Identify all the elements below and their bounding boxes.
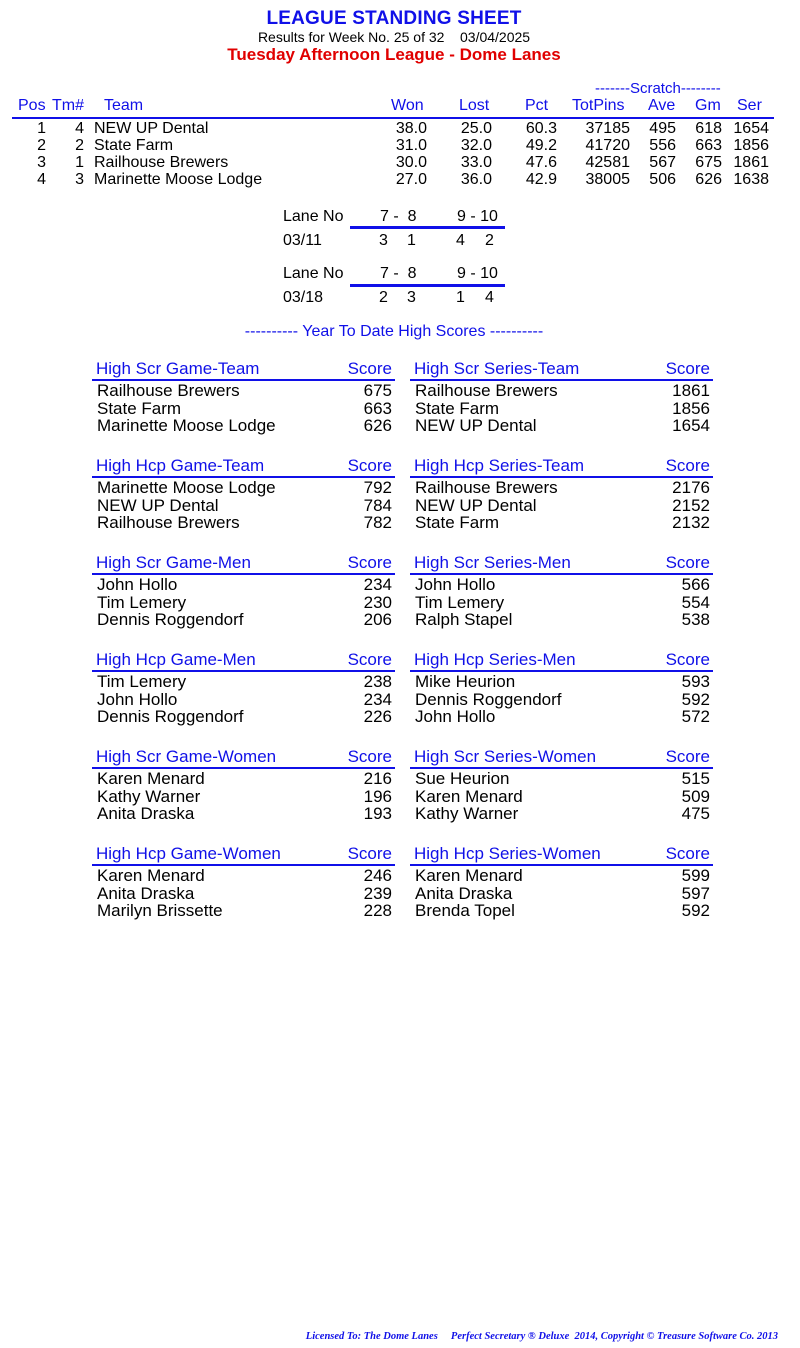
- league-name: Tuesday Afternoon League - Dome Lanes: [227, 45, 561, 64]
- high-score-box: [92, 553, 395, 628]
- bowler-name: Tim Lemery: [97, 592, 187, 612]
- score-value: 228: [363, 901, 392, 920]
- col-lost: Lost: [459, 97, 490, 114]
- lane-label: Lane No: [283, 265, 344, 282]
- bowler-name: Sue Heurion: [415, 769, 510, 788]
- score-value: 509: [681, 786, 710, 806]
- box-title: High Hcp Game-Team: [96, 456, 265, 475]
- score-value: 475: [681, 804, 710, 823]
- list-item: [92, 478, 395, 496]
- bowler-name: Tim Lemery: [97, 672, 187, 691]
- lane-team-b: 3: [407, 289, 416, 306]
- box-title: High Hcp Series-Team: [414, 456, 585, 475]
- high-score-box: [410, 553, 713, 628]
- high-score-box: [92, 650, 395, 725]
- lane-label: Lane No: [283, 208, 344, 225]
- lost-cell: 25.0: [460, 120, 492, 137]
- table-row: [0, 137, 800, 154]
- list-item: [410, 769, 713, 787]
- gm-cell: 626: [695, 171, 722, 188]
- list-item: [410, 575, 713, 593]
- list-item: [410, 866, 713, 884]
- col-gm: Gm: [695, 97, 721, 114]
- list-item: [92, 593, 395, 611]
- list-item: [92, 672, 395, 690]
- score-value: 230: [363, 592, 392, 612]
- list-item: [92, 610, 395, 628]
- pos-cell: 2: [37, 137, 46, 154]
- score-label: Score: [347, 747, 392, 766]
- box-header: [92, 747, 395, 767]
- table-row: [0, 120, 800, 137]
- score-value: 572: [681, 707, 710, 726]
- box-header: [92, 456, 395, 476]
- score-label: Score: [347, 844, 392, 863]
- score-label: Score: [665, 456, 710, 475]
- box-header: [410, 844, 713, 864]
- score-value: 592: [681, 689, 710, 709]
- totpins-cell: 42581: [585, 154, 630, 171]
- score-value: 234: [363, 575, 392, 594]
- list-item: [410, 593, 713, 611]
- score-value: 515: [681, 769, 710, 788]
- score-value: 2132: [672, 513, 710, 532]
- gm-cell: 675: [695, 154, 722, 171]
- score-value: 782: [363, 513, 392, 532]
- box-title: High Hcp Game-Women: [96, 844, 281, 863]
- lane-pair-2: 9 - 10: [457, 208, 498, 225]
- box-title: High Hcp Game-Men: [96, 650, 256, 669]
- lane-team-c: 4: [456, 232, 465, 249]
- lane-team-b: 1: [407, 232, 416, 249]
- score-value: 554: [681, 592, 710, 612]
- box-header: [92, 650, 395, 670]
- bowler-name: Ralph Stapel: [415, 610, 513, 629]
- box-header: [410, 747, 713, 767]
- score-value: 784: [363, 495, 392, 515]
- tm-cell: 2: [75, 137, 84, 154]
- list-item: [92, 513, 395, 531]
- list-item: [92, 690, 395, 708]
- ytd-section-title: ---------- Year To Date High Scores ----------: [244, 323, 544, 340]
- score-value: 597: [681, 883, 710, 903]
- list-item: [92, 769, 395, 787]
- won-cell: 27.0: [395, 171, 427, 188]
- score-value: 626: [363, 416, 392, 435]
- list-item: [92, 575, 395, 593]
- high-score-box: [410, 747, 713, 822]
- score-value: 1856: [672, 398, 710, 418]
- won-cell: 38.0: [395, 120, 427, 137]
- list-item: [92, 416, 395, 434]
- box-header: [410, 650, 713, 670]
- score-value: 2176: [672, 478, 710, 497]
- list-item: [92, 381, 395, 399]
- col-pct: Pct: [525, 97, 549, 114]
- score-value: 196: [363, 786, 392, 806]
- won-cell: 30.0: [395, 154, 427, 171]
- bowler-name: NEW UP Dental: [415, 495, 537, 515]
- totpins-cell: 37185: [585, 120, 630, 137]
- list-item: [92, 399, 395, 417]
- score-value: 663: [363, 398, 392, 418]
- col-won: Won: [391, 97, 424, 114]
- score-value: 239: [363, 883, 392, 903]
- list-item: [410, 884, 713, 902]
- list-item: [410, 513, 713, 531]
- bowler-name: Karen Menard: [97, 769, 205, 788]
- tm-cell: 4: [75, 120, 84, 137]
- lane-pair-1: 7 - 8: [380, 208, 417, 225]
- lane-date: 03/18: [283, 289, 324, 306]
- high-score-box: [410, 844, 713, 919]
- high-score-box: [92, 844, 395, 919]
- list-item: [410, 787, 713, 805]
- score-value: 238: [363, 672, 392, 691]
- ave-cell: 567: [649, 154, 676, 171]
- bowler-name: Kathy Warner: [97, 786, 201, 806]
- bowler-name: NEW UP Dental: [415, 416, 537, 435]
- pos-cell: 1: [37, 120, 46, 137]
- bowler-name: Railhouse Brewers: [97, 513, 240, 532]
- pos-cell: 3: [37, 154, 46, 171]
- scratch-group-label: -------Scratch--------: [595, 80, 721, 97]
- bowler-name: Brenda Topel: [415, 901, 515, 920]
- score-label: Score: [347, 553, 392, 572]
- high-score-box: [410, 650, 713, 725]
- ser-cell: 1861: [733, 154, 769, 171]
- lane-team-c: 1: [456, 289, 465, 306]
- ave-cell: 556: [649, 137, 676, 154]
- box-title: High Scr Game-Men: [96, 553, 251, 572]
- box-header: [92, 359, 395, 379]
- score-value: 599: [681, 866, 710, 885]
- lane-pair-1: 7 - 8: [380, 265, 417, 282]
- list-item: [92, 496, 395, 514]
- pos-cell: 4: [37, 171, 46, 188]
- col-tm: Tm#: [52, 97, 84, 114]
- list-item: [410, 804, 713, 822]
- bowler-name: State Farm: [415, 398, 500, 418]
- bowler-name: John Hollo: [97, 575, 178, 594]
- bowler-name: Railhouse Brewers: [97, 381, 240, 400]
- lost-cell: 33.0: [460, 154, 492, 171]
- bowler-name: Marinette Moose Lodge: [97, 478, 276, 497]
- bowler-name: Mike Heurion: [415, 672, 516, 691]
- high-score-box: [410, 456, 713, 531]
- bowler-name: Anita Draska: [415, 883, 513, 903]
- box-header: [92, 553, 395, 573]
- pct-cell: 49.2: [525, 137, 557, 154]
- list-item: [410, 496, 713, 514]
- score-label: Score: [665, 553, 710, 572]
- score-label: Score: [347, 359, 392, 378]
- bowler-name: NEW UP Dental: [97, 495, 219, 515]
- bowler-name: Anita Draska: [97, 804, 195, 823]
- list-item: [410, 707, 713, 725]
- score-value: 566: [681, 575, 710, 594]
- score-label: Score: [665, 844, 710, 863]
- pct-cell: 42.9: [525, 171, 557, 188]
- lane-pair-2: 9 - 10: [457, 265, 498, 282]
- score-value: 792: [363, 478, 392, 497]
- table-row: [0, 171, 800, 188]
- team-cell: State Farm: [94, 137, 174, 154]
- col-ser: Ser: [737, 97, 762, 114]
- tm-cell: 1: [75, 154, 84, 171]
- lane-divider: [350, 226, 505, 229]
- list-item: [410, 901, 713, 919]
- col-totpins: TotPins: [572, 97, 625, 114]
- lost-cell: 32.0: [460, 137, 492, 154]
- box-header: [410, 359, 713, 379]
- bowler-name: State Farm: [415, 513, 500, 532]
- bowler-name: Karen Menard: [415, 866, 523, 885]
- score-value: 193: [363, 804, 392, 823]
- gm-cell: 663: [695, 137, 722, 154]
- score-value: 2152: [672, 495, 710, 515]
- score-label: Score: [665, 359, 710, 378]
- ave-cell: 506: [649, 171, 676, 188]
- pct-cell: 60.3: [525, 120, 557, 137]
- score-value: 592: [681, 901, 710, 920]
- lane-date: 03/11: [283, 232, 322, 249]
- box-header: [92, 844, 395, 864]
- box-title: High Scr Series-Men: [414, 553, 571, 572]
- bowler-name: Railhouse Brewers: [415, 381, 558, 400]
- box-title: High Hcp Series-Men: [414, 650, 576, 669]
- bowler-name: Karen Menard: [415, 786, 523, 806]
- list-item: [410, 690, 713, 708]
- bowler-name: State Farm: [97, 398, 182, 418]
- team-cell: NEW UP Dental: [94, 120, 209, 137]
- list-item: [410, 416, 713, 434]
- bowler-name: Dennis Roggendorf: [415, 689, 562, 709]
- box-header: [410, 456, 713, 476]
- score-value: 1654: [672, 416, 710, 435]
- score-label: Score: [665, 747, 710, 766]
- list-item: [92, 707, 395, 725]
- list-item: [410, 381, 713, 399]
- team-cell: Marinette Moose Lodge: [94, 171, 263, 188]
- score-value: 206: [363, 610, 392, 629]
- score-value: 1861: [672, 381, 710, 400]
- score-value: 246: [363, 866, 392, 885]
- totpins-cell: 41720: [585, 137, 630, 154]
- list-item: [410, 672, 713, 690]
- box-title: High Scr Game-Women: [96, 747, 277, 766]
- box-header: [410, 553, 713, 573]
- gm-cell: 618: [695, 120, 722, 137]
- bowler-name: Kathy Warner: [415, 804, 519, 823]
- box-title: High Scr Game-Team: [96, 359, 260, 378]
- col-ave: Ave: [648, 97, 676, 114]
- bowler-name: Anita Draska: [97, 883, 195, 903]
- lane-team-d: 2: [485, 232, 494, 249]
- license-footer: Licensed To: The Dome Lanes Perfect Secretary ® Deluxe 2014, Copyright © Treasure Software Co. 2013: [305, 1331, 778, 1342]
- high-score-box: [410, 359, 713, 434]
- score-label: Score: [665, 650, 710, 669]
- list-item: [410, 399, 713, 417]
- box-title: High Scr Series-Team: [414, 359, 580, 378]
- ave-cell: 495: [649, 120, 676, 137]
- score-value: 234: [363, 689, 392, 709]
- ser-cell: 1638: [733, 171, 769, 188]
- pct-cell: 47.6: [525, 154, 557, 171]
- box-title: High Hcp Series-Women: [414, 844, 601, 863]
- ser-cell: 1654: [733, 120, 769, 137]
- list-item: [92, 804, 395, 822]
- list-item: [410, 610, 713, 628]
- bowler-name: Marinette Moose Lodge: [97, 416, 276, 435]
- page-title: LEAGUE STANDING SHEET: [266, 8, 522, 29]
- table-row: [0, 154, 800, 171]
- list-item: [92, 884, 395, 902]
- bowler-name: Marilyn Brissette: [97, 901, 223, 920]
- score-value: 593: [681, 672, 710, 691]
- high-score-box: [92, 747, 395, 822]
- score-value: 226: [363, 707, 392, 726]
- bowler-name: Dennis Roggendorf: [97, 707, 244, 726]
- lost-cell: 36.0: [460, 171, 492, 188]
- won-cell: 31.0: [395, 137, 427, 154]
- high-score-box: [92, 359, 395, 434]
- col-pos: Pos: [18, 97, 46, 114]
- bowler-name: John Hollo: [97, 689, 178, 709]
- tm-cell: 3: [75, 171, 84, 188]
- score-value: 675: [363, 381, 392, 400]
- lane-team-a: 2: [379, 289, 388, 306]
- bowler-name: Karen Menard: [97, 866, 205, 885]
- box-title: High Scr Series-Women: [414, 747, 597, 766]
- list-item: [92, 787, 395, 805]
- score-value: 216: [363, 769, 392, 788]
- list-item: [410, 478, 713, 496]
- lane-divider: [350, 284, 505, 287]
- bowler-name: Dennis Roggendorf: [97, 610, 244, 629]
- col-team: Team: [104, 97, 144, 114]
- lane-team-d: 4: [485, 289, 494, 306]
- bowler-name: Tim Lemery: [415, 592, 505, 612]
- list-item: [92, 866, 395, 884]
- team-cell: Railhouse Brewers: [94, 154, 229, 171]
- score-label: Score: [347, 650, 392, 669]
- lane-team-a: 3: [379, 232, 388, 249]
- week-subtitle: Results for Week No. 25 of 32 03/04/2025: [257, 29, 531, 45]
- bowler-name: John Hollo: [415, 575, 496, 594]
- score-label: Score: [347, 456, 392, 475]
- standings-divider: [12, 117, 774, 119]
- score-value: 538: [681, 610, 710, 629]
- list-item: [92, 901, 395, 919]
- high-score-box: [92, 456, 395, 531]
- bowler-name: Railhouse Brewers: [415, 478, 558, 497]
- ser-cell: 1856: [733, 137, 769, 154]
- totpins-cell: 38005: [585, 171, 630, 188]
- bowler-name: John Hollo: [415, 707, 496, 726]
